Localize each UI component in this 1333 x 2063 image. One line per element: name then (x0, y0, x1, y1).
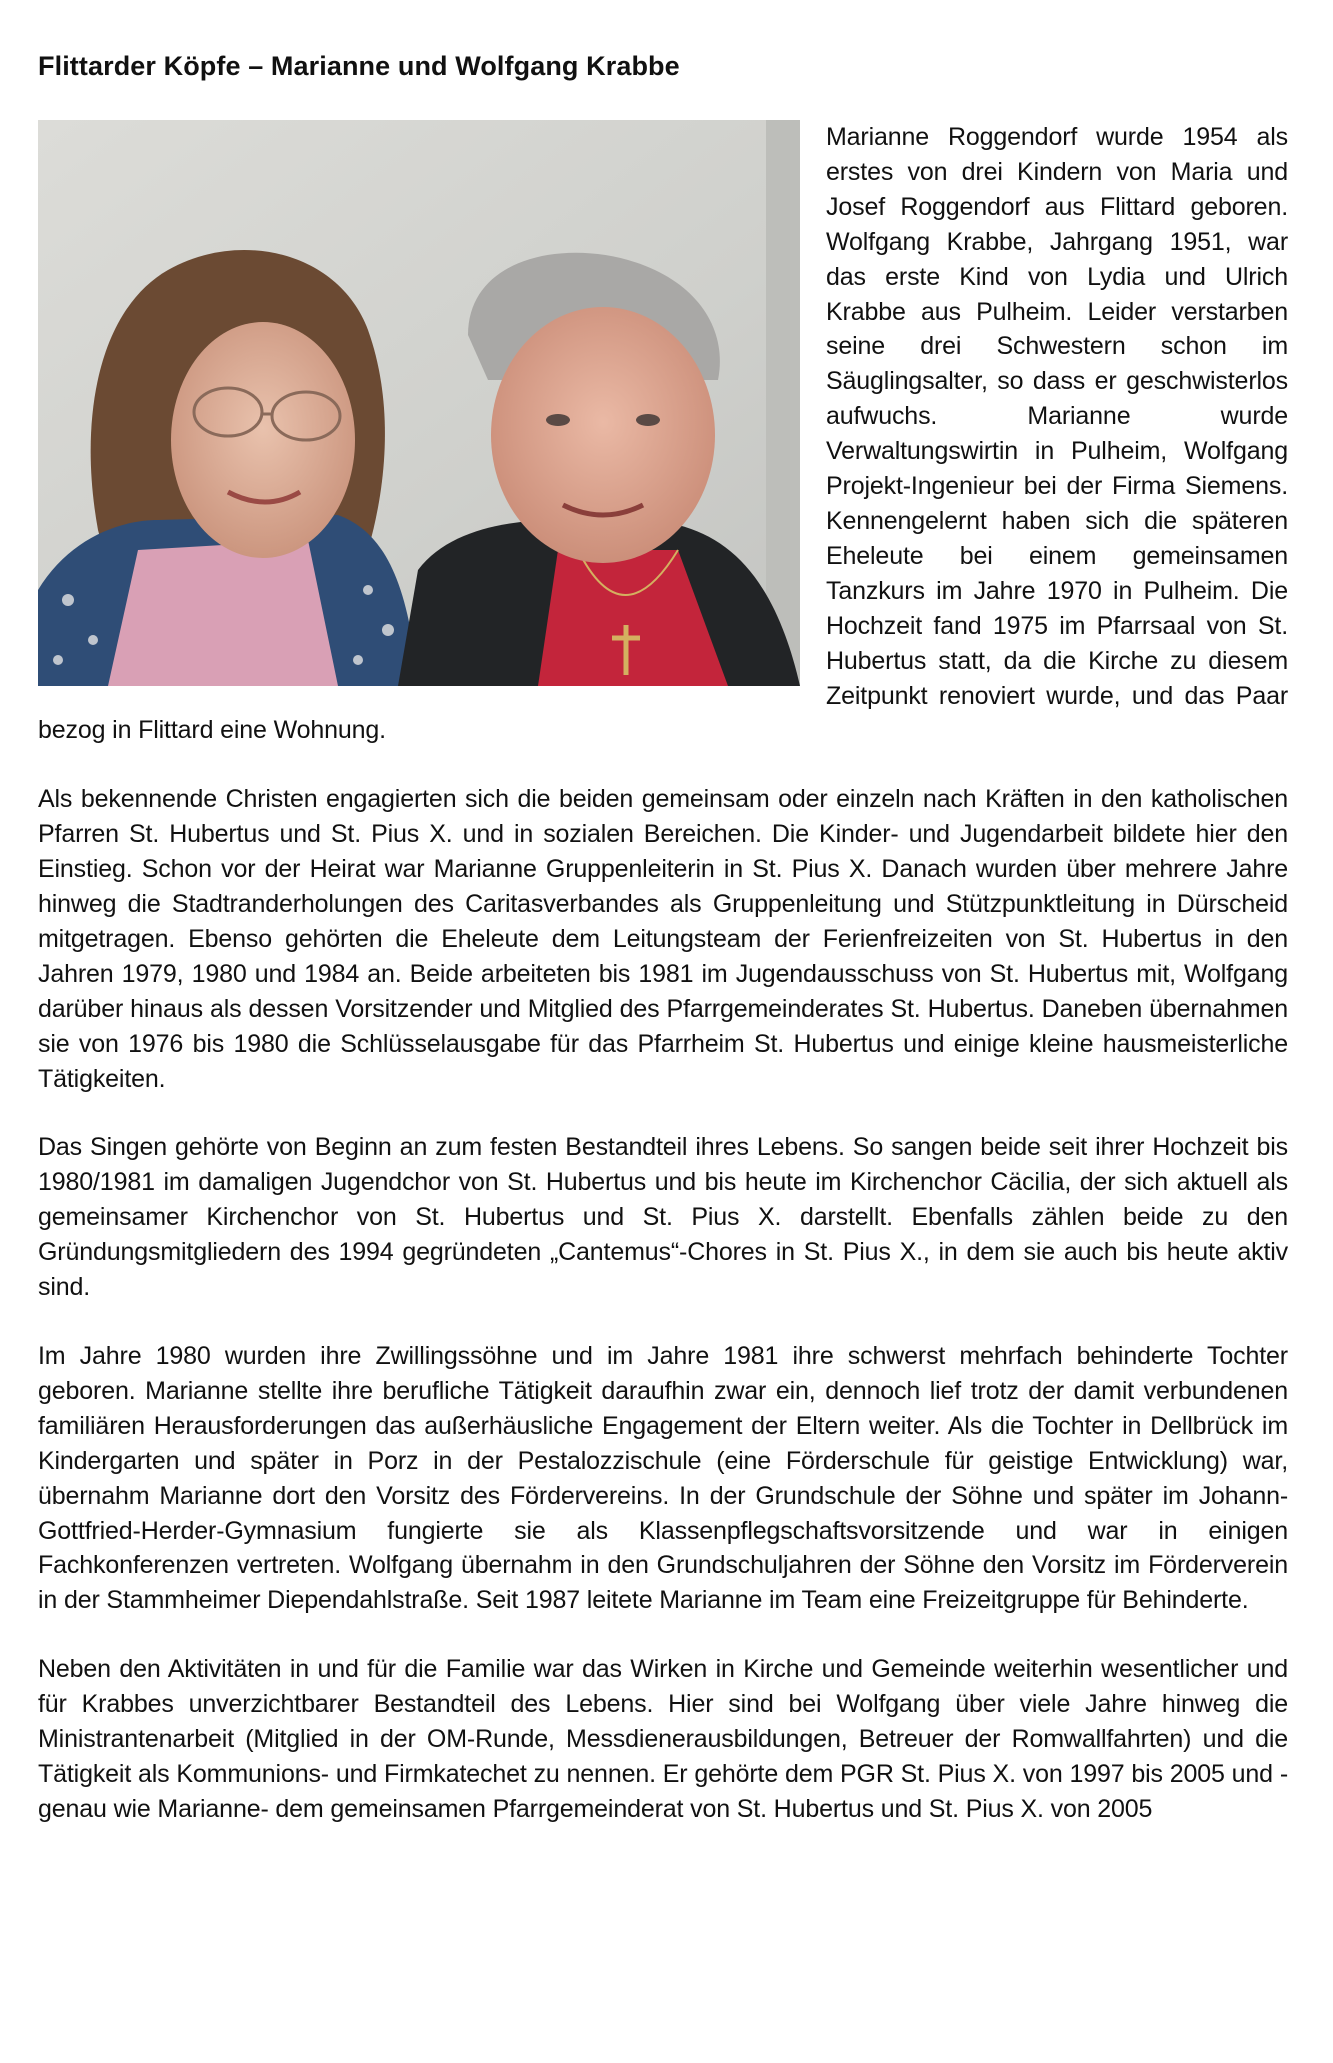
page-title: Flittarder Köpfe – Marianne und Wolfgang Krabbe (38, 51, 680, 81)
document-page (38, 48, 1288, 1827)
couple-photo (38, 120, 800, 686)
paragraph-engagement: Als bekennende Christen engagierten sich die beiden gemeinsam oder einzeln nach Kräften in den katholischen Pfarren St. Hubertus und St. Pius X. und in sozialen Bereichen. Die Kinder- und Jugendarbeit bildete hier den Einstieg. Schon vor der Heirat war Marianne Gruppenleiterin in St. Pius X. Danach wurden über mehrere Jahre hinweg die Stadtranderholungen des Caritasverbandes als Gruppenleitung und Stützpunktleitung in Dürscheid mitgetragen. Ebenso gehörten die Eheleute dem Leitungsteam der Ferienfreizeiten von St. Hubertus in den Jahren 1979, 1980 und 1984 an. Beide arbeiteten bis 1981 im Jugendausschuss von St. Hubertus mit, Wolfgang darüber hinaus als dessen Vorsitzender und Mitglied des Pfarrgemeinderates St. Hubertus. Daneben übernahmen sie von 1976 bis 1980 die Schlüsselausgabe für das Pfarrheim St. Hubertus und einige kleine hausmeisterliche Tätigkeiten. (38, 785, 1288, 1093)
paragraph-family: Im Jahre 1980 wurden ihre Zwillingssöhne und im Jahre 1981 ihre schwerst mehrfach behinderte Tochter geboren. Marianne stellte ihre berufliche Tätigkeit daraufhin zwar ein, dennoch lief trotz der damit verbundenen familiären Herausforderungen das außerhäusliche Engagement der Eltern weiter. Als die Tochter in Dellbrück im Kindergarten und später in Porz in der Pestalozzischule (eine Förderschule für geistige Entwicklung) war, übernahm Marianne dort den Vorsitz des Fördervereins. In der Grundschule der Söhne und später im Johann-Gottfried-Herder-Gymnasium fungierte sie als Klassenpflegschaftsvorsitzende und war in einigen Fachkonferenzen vertreten. Wolfgang übernahm in den Grundschuljahren der Söhne den Vorsitz im Förderverein in der Stammheimer Diependahlstraße. Seit 1987 leitete Marianne im Team eine Freizeitgruppe für Behinderte. (38, 1342, 1288, 1615)
paragraph-singing: Das Singen gehörte von Beginn an zum festen Bestandteil ihres Lebens. So sangen beide seit ihrer Hochzeit bis 1980/1981 im damaligen Jugendchor von St. Hubertus und bis heute im Kirchenchor Cäcilia, der sich aktuell als gemeinsamer Kirchenchor von St. Hubertus und St. Pius X. darstellt. Ebenfalls zählen beide zu den Gründungsmitgliedern des 1994 gegründeten „Cantemus“-Chores in St. Pius X., in dem sie auch bis heute aktiv sind. (38, 1133, 1288, 1302)
couple-photo-image (38, 120, 800, 686)
paragraph-intro: Marianne Roggendorf wurde 1954 als erstes von drei Kindern von Maria und Josef Roggendorf aus Flittard geboren. Wolfgang Krabbe, Jahrgang 1951, war das erste Kind von Lydia und Ulrich Krabbe aus Pulheim. Leider verstarben seine drei Schwestern schon im Säuglingsalter, so dass er geschwisterlos aufwuchs. Marianne wurde Verwaltungswirtin in Pulheim, Wolfgang Projekt-Ingenieur bei der Firma Siemens. Kennengelernt haben sich die späteren Eheleute bei einem gemeinsamen Tanzkurs im Jahre 1970 in Pulheim. Die Hochzeit fand 1975 im Pfarrsaal von St. Hubertus statt, da die Kirche zu diesem Zeitpunkt renoviert wurde, und das Paar bezog in Flittard eine Wohnung. (38, 123, 1288, 745)
paragraph-church: Neben den Aktivitäten in und für die Familie war das Wirken in Kirche und Gemeinde weiterhin wesentlicher und für Krabbes unverzichtbarer Bestandteil des Lebens. Hier sind bei Wolfgang über viele Jahre hinweg die Ministrantenarbeit (Mitglied in der OM-Runde, Messdienerausbildungen, Betreuer der Romwallfahrten) und die Tätigkeit als Kommunions- und Firmkatechet zu nennen. Er gehörte dem PGR St. Pius X. von 1997 bis 2005 und -genau wie Marianne- dem gemeinsamen Pfarrgemeinderat von St. Hubertus und St. Pius X. von 2005 (38, 1655, 1288, 1823)
